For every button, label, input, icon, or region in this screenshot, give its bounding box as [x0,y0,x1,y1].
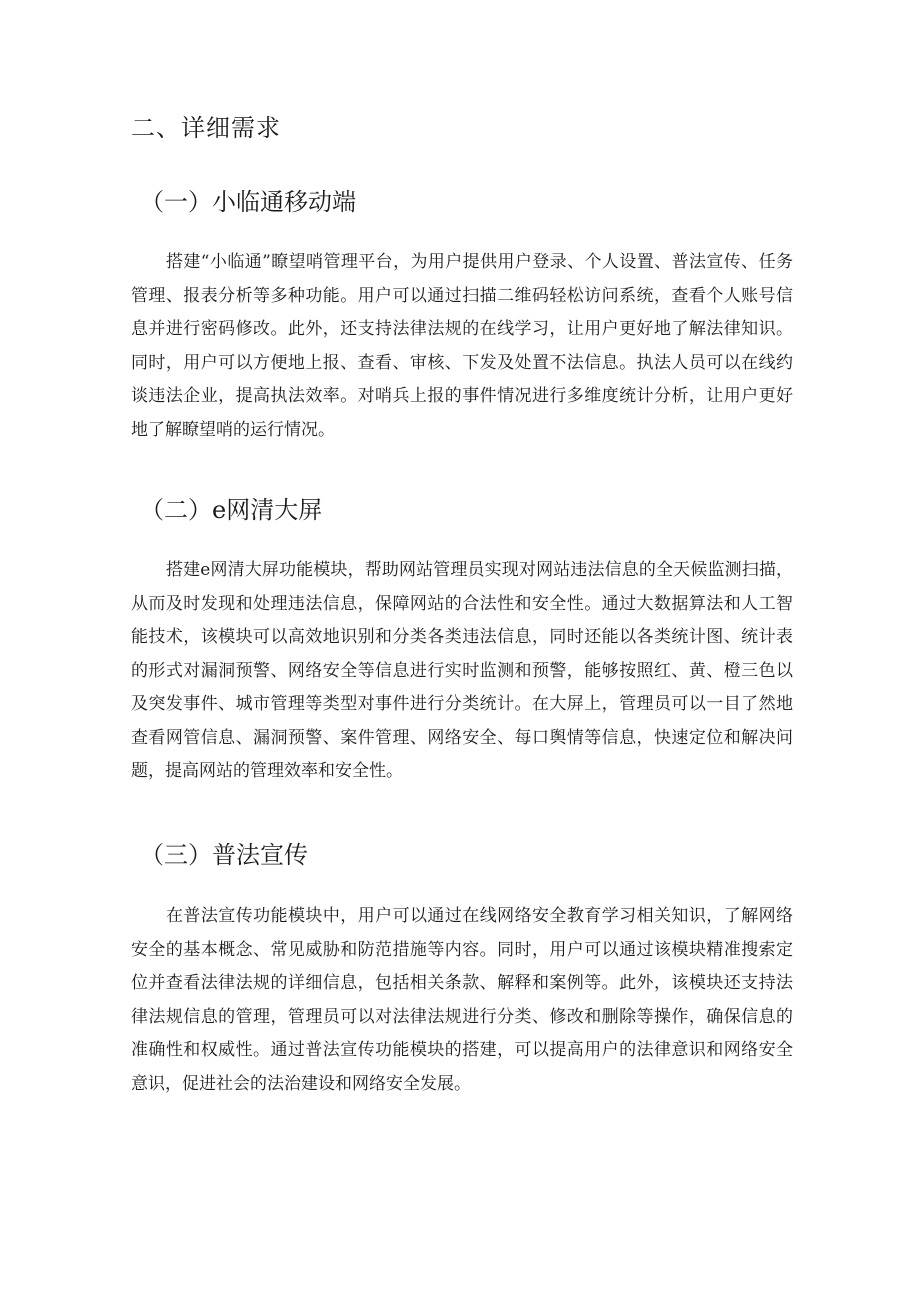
section-body-big-screen: 搭建e网清大屏功能模块，帮助网站管理员实现对网站违法信息的全天候监测扫描，从而及时发现和处理违法信息，保障网站的合法性和安全性。通过大数据算法和人工智能技术，该模块可以高效地识别和分类各类违法信息，同时还能以各类统计图、统计表的形式对漏洞预警、网络安全等信息进行实时监测和预警，能够按照红、黄、橙三色以及突发事件、城市管理等类型对事件进行分类统计。在大屏上，管理员可以一目了然地查看网管信息、漏洞预警、案件管理、网络安全、每口舆情等信息，快速定位和解决问题，提高网站的管理效率和安全性。 [131,560,793,781]
main-heading: 二、详细需求 [131,114,281,142]
section-heading-legal-education: （三）普法宣传 [140,841,308,869]
section-heading-mobile: （一）小临通移动端 [140,188,356,216]
section-body-mobile: 搭建“小临通”瞭望哨管理平台，为用户提供用户登录、个人设置、普法宣传、任务管理、报表分析等多种功能。用户可以通过扫描二维码轻松访问系统，查看个人账号信息并进行密码修改。此外，还支持法律法规的在线学习，让用户更好地了解法律知识。同时，用户可以方便地上报、查看、审核、下发及处置不法信息。执法人员可以在线约谈违法企业，提高执法效率。对哨兵上报的事件情况进行多维度统计分析，让用户更好地了解瞭望哨的运行情况。 [131,252,793,440]
section-heading-big-screen: （二）e网清大屏 [140,496,323,524]
section-body-legal-education: 在普法宣传功能模块中，用户可以通过在线网络安全教育学习相关知识，了解网络安全的基本概念、常见威胁和防范措施等内容。同时，用户可以通过该模块精准搜索定位并查看法律法规的详细信息，包括相关条款、解释和案例等。此外，该模块还支持法律法规信息的管理，管理员可以对法律法规进行分类、修改和删除等操作，确保信息的准确性和权威性。通过普法宣传功能模块的搭建，可以提高用户的法律意识和网络安全意识，促进社会的法治建设和网络安全发展。 [131,906,793,1094]
